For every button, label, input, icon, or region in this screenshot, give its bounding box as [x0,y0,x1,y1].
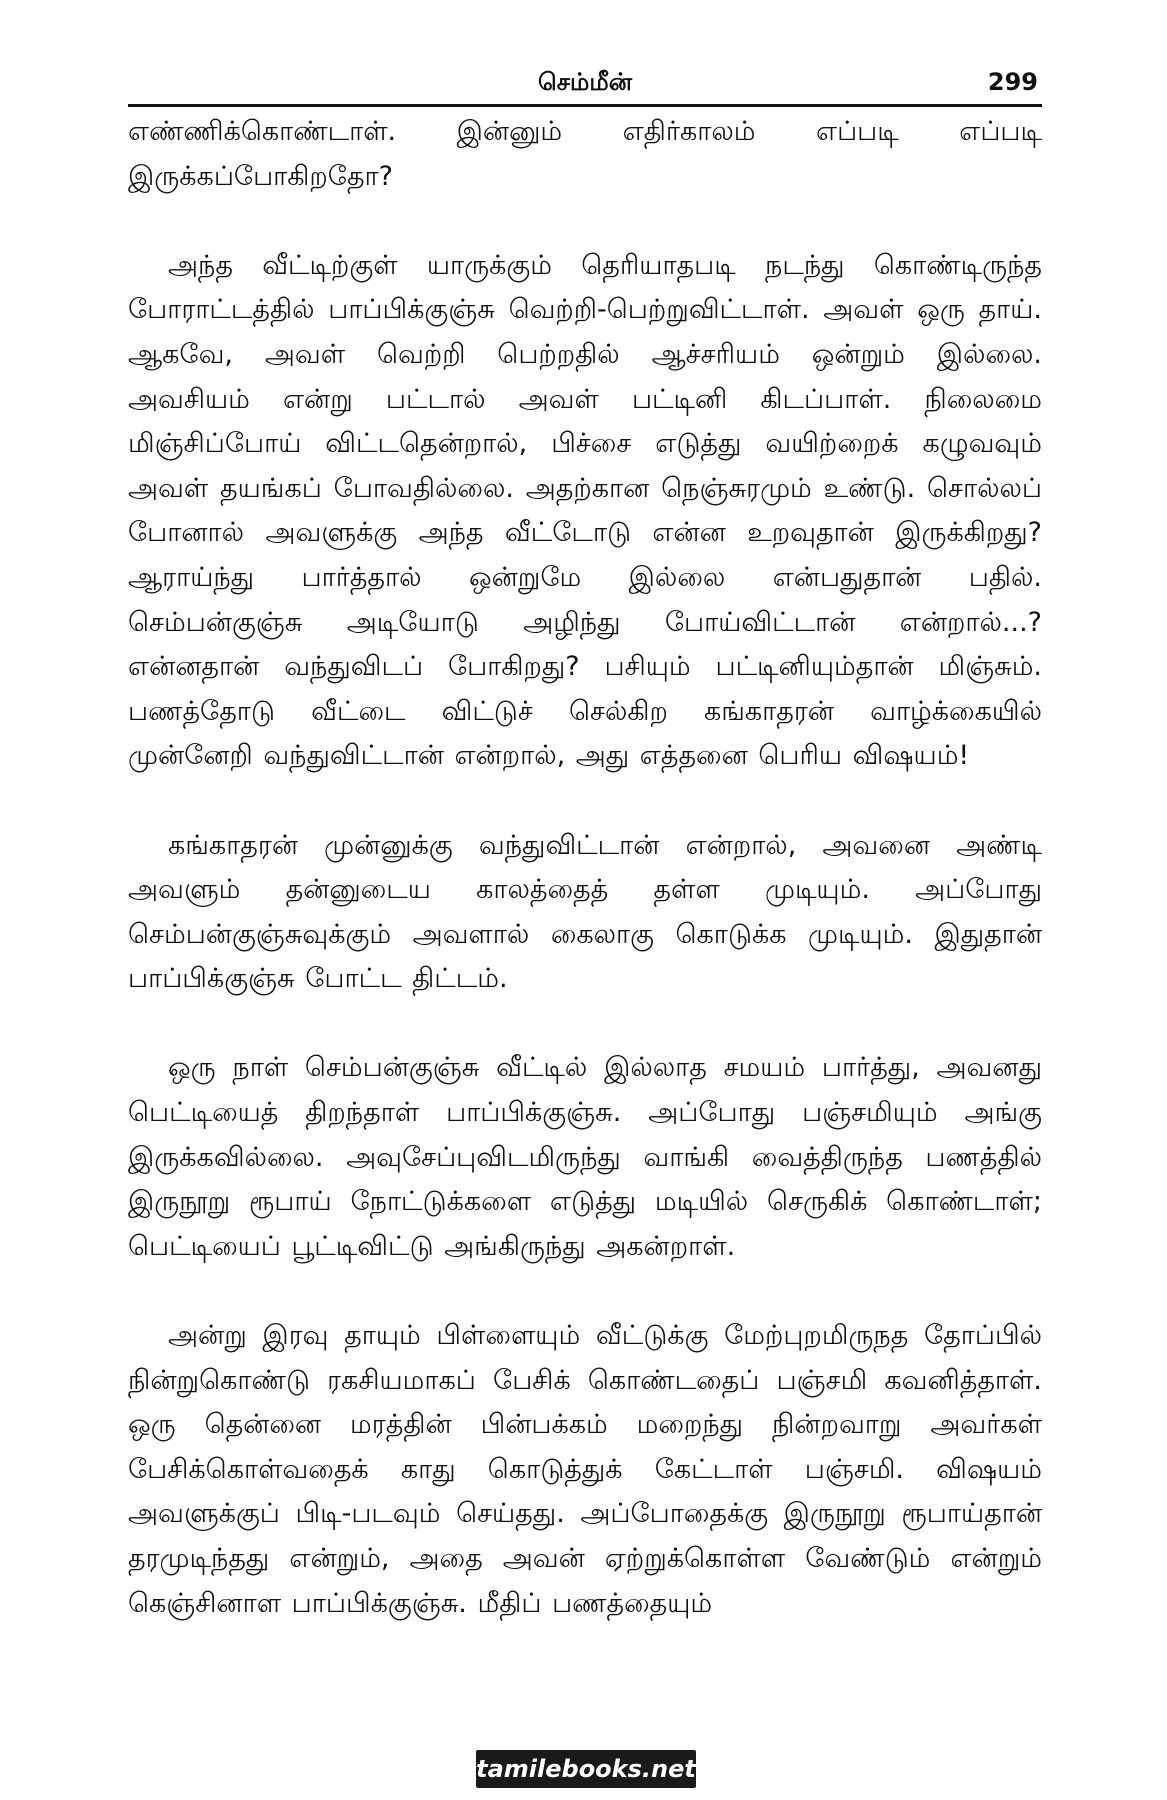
page-number: 299 [987,68,1038,96]
paragraph-gap [128,779,1042,824]
paragraph-gap [128,1269,1042,1314]
paragraph-continuation: எண்ணிக்கொண்டாள். இன்னும் எதிர்காலம் எப்படி எப்படி இருக்கப்போகிறதோ? [128,116,1042,192]
watermark-badge: tamilebooks.net [476,1750,696,1788]
running-header [128,60,1042,107]
paragraph-gap [128,1002,1042,1047]
book-title: செம்மீன் [538,68,632,96]
paragraph: ஒரு நாள் செம்பன்குஞ்சு வீட்டில் இல்லாத சமயம் பார்த்து, அவனது பெட்டியைத் திறந்தாள் பாப்பிக்குஞ்சு. அப்போது பஞ்சமியும் அங்கு இருக்கவில்லை. அவுசேப்புவிடமிருந்து வாங்கி வைத்திருந்த பணத்தில் இருநூறு ரூபாய் நோட்டுக்களை எடுத்து மடியில் செருகிக் கொண்டாள்; பெட்டியைப் பூட்டிவிட்டு அங்கிருந்து அகன்றாள். [128,1052,1042,1262]
page-body [128,110,1042,1626]
paragraph: அந்த வீட்டிற்குள் யாருக்கும் தெரியாதபடி நடந்து கொண்டிருந்த போராட்டத்தில் பாப்பிக்குஞ்சு வெற்றி-பெற்றுவிட்டாள். அவள் ஒரு தாய். ஆகவே, அவள் வெற்றி பெற்றதில் ஆச்சரியம் ஒன்றும் இல்லை. அவசியம் என்று பட்டால் அவள் பட்டினி கிடப்பாள். நிலைமை மிஞ்சிப்போய் விட்டதென்றால், பிச்சை எடுத்து வயிற்றைக் கழுவவும் அவள் தயங்கப் போவதில்லை. அதற்கான நெஞ்சுரமும் உண்டு. சொல்லப் போனால் அவளுக்கு அந்த வீட்டோடு என்ன உறவுதான் இருக்கிறது? ஆராய்ந்து பார்த்தால் ஒன்றுமே இல்லை என்பதுதான் பதில். செம்பன்குஞ்சு அடியோடு அழிந்து போய்விட்டான் என்றால்...? என்னதான் வந்துவிடப் போகிறது? பசியும் பட்டினியும்தான் மிஞ்சும். பணத்தோடு வீட்டை விட்டுச் செல்கிற கங்காதரன் வாழ்க்கையில் முன்னேறி வந்துவிட்டான் என்றால், அது எத்தனை பெரிய விஷயம்! [128,249,1042,772]
paragraph: அன்று இரவு தாயும் பிள்ளையும் வீட்டுக்கு மேற்புறமிருநத தோப்பில் நின்றுகொண்டு ரகசியமாகப் பேசிக் கொண்டதைப் பஞ்சமி கவனித்தாள். ஒரு தென்னை மரத்தின் பின்பக்கம் மறைந்து நின்றவாறு அவர்கள் பேசிக்கொள்வதைக் காது கொடுத்துக் கேட்டாள் பஞ்சமி. விஷயம் அவளுக்குப் பிடி-படவும் செய்தது. அப்போதைக்கு இருநூறு ரூபாய்தான் தரமுடிந்தது என்றும், அதை அவன் ஏற்றுக்கொள்ள வேண்டும் என்றும் கெஞ்சினாள பாப்பிக்குஞ்சு. மீதிப் பணத்தையும் [128,1320,1042,1619]
paragraph-gap [128,199,1042,244]
paragraph: கங்காதரன் முன்னுக்கு வந்துவிட்டான் என்றால், அவனை அண்டி அவளும் தன்னுடைய காலத்தைத் தள்ள முடியும். அப்போது செம்பன்குஞ்சுவுக்கும் அவளால் கைலாகு கொடுக்க முடியும். இதுதான் பாப்பிக்குஞ்சு போட்ட திட்டம். [128,829,1042,995]
